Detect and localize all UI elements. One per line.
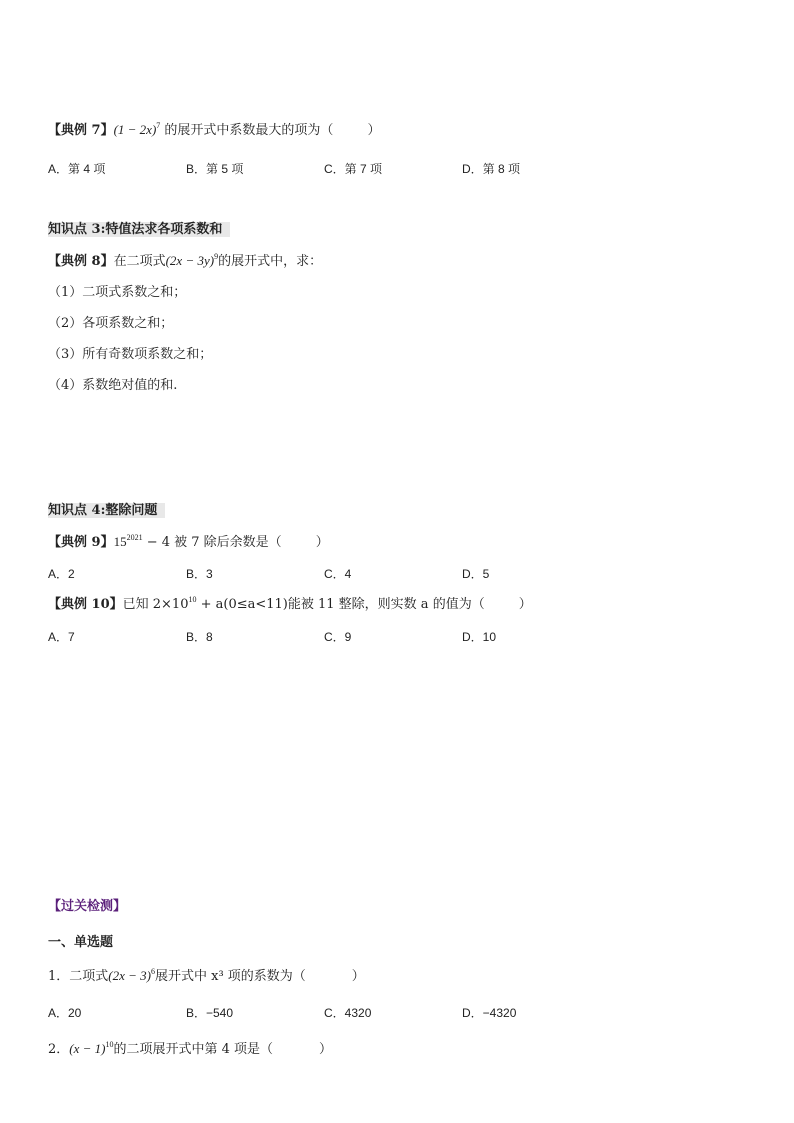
option-c[interactable]: C．9	[324, 630, 352, 644]
question-2: 2．$(x - 1)^{10}$的二项展开式中第 4 项是（ ）	[48, 1040, 333, 1057]
example-7-expression: $(1 - 2x)^7$	[113, 121, 161, 137]
option-c[interactable]: C．第 7 项	[324, 162, 383, 176]
check-section-title: 【过关检测】	[48, 899, 127, 914]
option-c[interactable]: C．4	[324, 567, 352, 581]
example-8-expression: $(2x - 3y)^9$	[165, 252, 219, 268]
option-d[interactable]: D．5	[462, 567, 490, 581]
question-1: 1．二项式$(2x - 3)^6$展开式中 x³ 项的系数为（ ）	[48, 967, 365, 984]
single-choice-heading: 一、单选题	[48, 935, 114, 950]
example-7-text: 的展开式中系数最大的项为（	[164, 123, 334, 138]
example-7-question: 【典例 7】$(1 - 2x)^7$ 的展开式中系数最大的项为（ ）	[48, 121, 381, 138]
option-a[interactable]: A．7	[48, 630, 75, 644]
example-8-item-4: （4）系数绝对值的和.	[48, 378, 178, 393]
option-c[interactable]: C．4320	[324, 1006, 372, 1020]
option-b[interactable]: B．−540	[186, 1006, 234, 1020]
question-1-expression: $(2x - 3)^6$	[108, 967, 155, 983]
option-d[interactable]: D．10	[462, 630, 497, 644]
example-10-label: 【典例 10】	[48, 597, 123, 612]
question-2-expression: $(x - 1)^{10}$	[69, 1040, 114, 1056]
option-a[interactable]: A．20	[48, 1006, 82, 1020]
option-a[interactable]: A．第 4 项	[48, 162, 106, 176]
option-d[interactable]: D．−4320	[462, 1006, 517, 1020]
example-9-label: 【典例 9】	[48, 535, 114, 550]
example-10-question: 【典例 10】已知 $2\times 10^{10} + a(0\le a<11)$能被 11 整除，则实数 a 的值为（ ）	[48, 595, 532, 612]
knowledge-point-4-heading: 知识点 4:整除问题	[48, 502, 165, 520]
example-9-question: 【典例 9】$15^{2021} - 4$ 被 7 除后余数是（ ）	[48, 533, 329, 550]
option-d[interactable]: D．第 8 项	[462, 162, 521, 176]
option-b[interactable]: B．第 5 项	[186, 162, 244, 176]
example-8-item-2: （2）各项系数之和；	[48, 316, 174, 331]
option-a[interactable]: A．2	[48, 567, 75, 581]
option-b[interactable]: B．8	[186, 630, 213, 644]
example-8-item-3: （3）所有奇数项系数之和；	[48, 347, 213, 362]
knowledge-point-3-heading: 知识点 3:特值法求各项系数和	[48, 221, 230, 239]
example-8-label: 【典例 8】	[48, 254, 114, 269]
example-8-item-1: （1）二项式系数之和；	[48, 285, 187, 300]
example-7-label: 【典例 7】	[48, 123, 114, 138]
example-8-question: 【典例 8】在二项式$(2x - 3y)^9$的展开式中，求：	[48, 252, 323, 269]
option-b[interactable]: B．3	[186, 567, 213, 581]
